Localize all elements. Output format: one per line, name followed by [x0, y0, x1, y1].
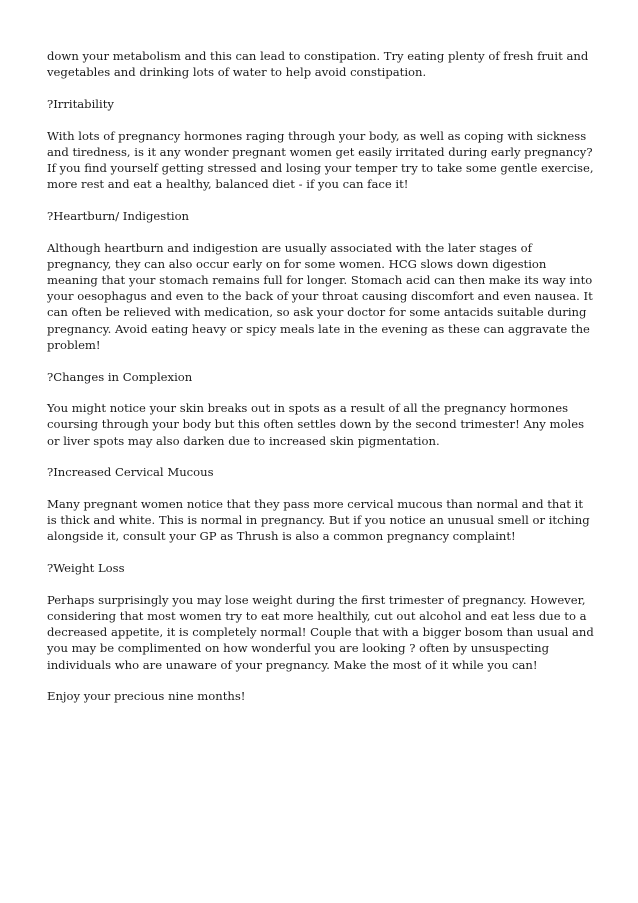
intro-paragraph: down your metabolism and this can lead to constipation. Try eating plenty of fresh fruit and vegetables and drinking lots of water to help avoid constipation.: [47, 49, 589, 80]
document-page: [47, 48, 595, 720]
section-heading-weight-loss: ?Weight Loss: [47, 561, 125, 576]
section-body-heartburn: Although heartburn and indigestion are usually associated with the later stages of pregnancy, they can also occur early on for some women. HCG slows down digestion meaning that your stomach remains full for longer. Stomach acid can then make its way into your oesophagus and even to the back of your throat causing discomfort and even nausea. It can often be relieved with medication, so ask your doctor for some antacids suitable during pregnancy. Avoid eating heavy or spicy meals late in the evening as these can aggravate the problem!: [47, 240, 593, 352]
section-heading-complexion: ?Changes in Complexion: [47, 369, 193, 384]
section-body-complexion: You might notice your skin breaks out in spots as a result of all the pregnancy hormones coursing through your body but this often settles down by the second trimester! Any moles or liver spots may also darken due to increased skin pigmentation.: [47, 401, 585, 448]
section-body-weight-loss: Perhaps surprisingly you may lose weight during the first trimester of pregnancy. However, considering that most women try to eat more healthily, cut out alcohol and eat less due to a decreased appetite, it is completely normal! Couple that with a bigger bosom than usual and you may be complimented on how wonderful you are looking ? often by unsuspecting individuals who are unaware of your pregnancy. Make the most of it while you can!: [47, 592, 594, 672]
section-heading-heartburn: ?Heartburn/ Indigestion: [47, 208, 190, 223]
section-heading-irritability: ?Irritability: [47, 96, 114, 111]
closing-paragraph: Enjoy your precious nine months!: [47, 689, 246, 704]
section-heading-cervical-mucous: ?Increased Cervical Mucous: [47, 465, 214, 480]
section-body-irritability: With lots of pregnancy hormones raging through your body, as well as coping with sickness and tiredness, is it any wonder pregnant women get easily irritated during early pregnancy? If you find yourself getting stressed and losing your temper try to take some gentle exercise, more rest and eat a healthy, balanced diet - if you can face it!: [47, 128, 594, 192]
section-body-cervical-mucous: Many pregnant women notice that they pass more cervical mucous than normal and that it is thick and white. This is normal in pregnancy. But if you notice an unusual smell or itching alongside it, consult your GP as Thrush is also a common pregnancy complaint!: [47, 497, 590, 544]
